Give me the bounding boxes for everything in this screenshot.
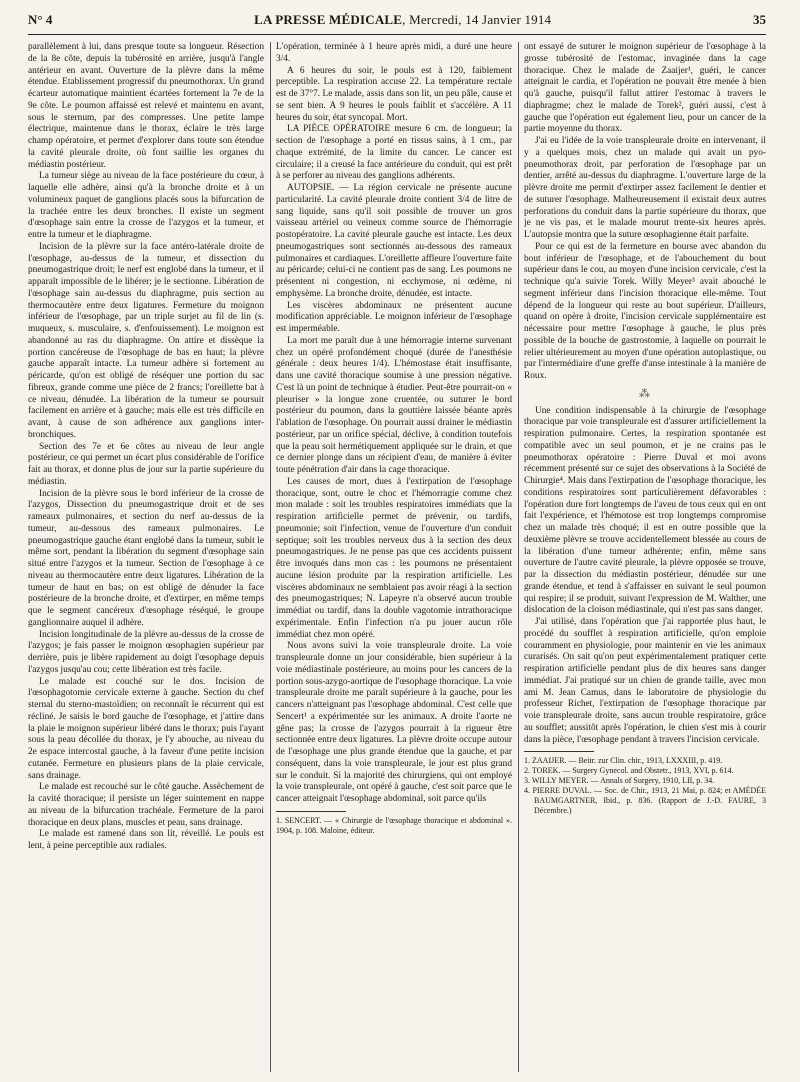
footnote: 1. SENCERT. — « Chirurgie de l'œsophage thoracique et abdominal ». 1904, p. 108. Maloine, éditeur. (276, 815, 512, 835)
column-middle (276, 42, 512, 1072)
page-header (28, 12, 766, 32)
paragraph: A 6 heures du soir, le pouls est à 120, faiblement perceptible. La respiration accuse 22. La température rectale est de 37°7. Le malade, assis dans son lit, un peu pâle, cause et se sent bien. A 9 heures le pouls faiblit et s'accélère. A 11 heures du soir, état syncopal. Mort. (276, 65, 512, 123)
issue-number: N° 4 (28, 12, 53, 27)
paragraph: L'opération, terminée à 1 heure après midi, a duré une heure 3/4. (276, 42, 512, 64)
paragraph: LA PIÈCE OPÉRATOIRE mesure 6 cm. de longueur; la section de l'œsophage a porté en tissus sains, à 1 cm., par chaque extrémité, de la limite du cancer. Le cancer est circulaire; il a creusé la face antérieure du conduit, qui est prêt à se perforer au niveau des ganglions adhérents. (276, 124, 512, 182)
column-right (524, 42, 766, 1072)
issue-date: , Mercredi, 14 Janvier 1914 (402, 12, 552, 27)
paragraph: parallèlement à lui, dans presque toute sa longueur. Résection de la 8e côte, depuis la tubérosité en arrière, jusqu'à l'angle antérieur en avant. Ouverture de la plèvre dans la même étendue. Etablissement progressif du pneumothorax. Un grand écarteur automatique maintient écartées fortement la 7e de la 9e côte. Le poumon affaissé est relevé et maintenu en avant, sous le sternum, par des compresses. Une petite lampe électrique, maintenue dans le thorax, éclaire le très large champ opératoire, et permet d'explorer dans toute son étendue la cavité pleurale droite, où font saillie les organes du médiastin postérieur. (28, 42, 264, 170)
journal-title: LA PRESSE MÉDICALE (254, 12, 403, 27)
footnote: 2. TOREK. — Surgery Gynecol. and Obstetr., 1913, XVI, p. 614. (524, 766, 734, 776)
paragraph: J'ai eu l'idée de la voie transpleurale droite en intervenant, il y a quelques mois, chez un malade qui avait un pyo-pneumothorax droit, par perforation de l'œsophage par un dentier, arrêté au-dessus du diaphragme. L'ouverture large de la plèvre droite me permit d'extirper assez facilement le dentier et de suturer l'œsophage. Malheureusement il existait deux autres perforations du conduit dans la partie supérieure du thorax, que je ne vis pas, et le malade mourut trente-six heures après. L'autopsie montra que la suture œsophagienne était parfaite. (524, 136, 766, 240)
footnote: 1. ZAAIJER. — Beitr. zur Clin. chir., 1913, LXXXIII, p. 419. (524, 756, 723, 766)
footnote: 4. PIERRE DUVAL. — Soc. de Chir., 1913, 21 Mai, p. 824; et AMÉDÉE BAUMGARTNER, Ibid., p. 836. (Rapport de J.-D. FAURE, 3 Décembre.) (524, 786, 766, 816)
paragraph: Les viscères abdominaux ne présentent aucune modification appréciable. Le moignon inférieur de l'œsophage est imperméable. (276, 300, 512, 334)
masthead (254, 12, 551, 28)
column-divider (270, 42, 271, 1072)
paragraph: Incision longitudinale de la plèvre au-dessus de la crosse de l'azygos; je fais passer le moignon œsophagien supérieur par derrière, puis je libère rapidement au doigt l'œsophage depuis l'azygos jusqu'au cou; cette libération est très facile. (28, 629, 264, 675)
paragraph: Le malade est recouché sur le côté gauche. Assèchement de la cavité thoracique; il persiste un léger suintement en nappe au niveau de la bifurcation trachéale. Fermeture de la paroi thoracique en deux plans, muscles et peau, sans drainage. (28, 782, 264, 828)
footnote-rule (524, 751, 594, 752)
paragraph: Les causes de mort, dues à l'extirpation de l'œsophage thoracique, sont, outre le choc et l'hémorragie comme chez mon malade : soit les troubles respiratoires immédiats que la respiration artificielle permet de prévenir, ou tardifs, pneumonie; soit l'infection, venue de l'ouverture d'un conduit septique; soit les troubles nerveux dus à la section des deux pneumogastriques. Je ne pense pas que ces accidents puissent être invoqués dans mon cas : les poumons ne présentaient aucune lésion produite par la respiration artificielle. Les viscères abdominaux ne semblaient pas avoir réagi à la section des pneumogastriques; N. Lapeyre n'a observé aucun trouble immédiat ou tardif, dans la double vagotomie intrathoracique expérimentale. Enfin l'infection n'a pu jouer aucun rôle immédiat chez mon opéré. (276, 476, 512, 640)
column-left (28, 42, 264, 1072)
paragraph: AUTOPSIE. — La région cervicale ne présente aucune particularité. La cavité pleurale droite contient 3/4 de litre de sang liquide, sans qu'il soit possible de trouver un gros vaisseau artériel ou veineux comme source de l'hémorragie postopératoire. La cavité pleurale gauche est intacte. Les deux pneumogastriques sont sectionnés au-dessous des rameaux pulmonaires et cardiaques. L'oreillette affleure l'ouverture faite au péricarde; celui-ci ne contient pas de sang. Les poumons ne présentent ni congestion, ni ecchymose, ni œdème, ni emphysème. La bronche droite, dénudée, est intacte. (276, 183, 512, 299)
section-divider-asterism: ⁂ (639, 387, 651, 400)
column-divider (518, 42, 519, 1072)
paragraph: Incision de la plèvre sous le bord inférieur de la crosse de l'azygos, Dissection du pneumogastrique droit et de ses rameaux pulmonaires, et section du nerf au-dessus de la tumeur, au-dessous des rameaux pulmonaires. Le pneumogastrique gauche étant englobé dans la tumeur, subit le même sort, pendant la libération du segment d'œsophage sain situé entre l'azygos et la tumeur. Section de l'œsophage à ce niveau au thermocautère entre deux ligatures. Libération de la tumeur de haut en bas; on est obligé de dénuder la face postérieure de la bronche droite, et d'extirper, en même temps que le segment cancéreux d'œsophage réséqué, le groupe ganglionnaire auquel il adhère. (28, 488, 264, 628)
paragraph: Une condition indispensable à la chirurgie de l'œsophage thoracique par voie transpleurale est d'assurer artificiellement la respiration pulmonaire. Certes, la respiration spontanée est compatible avec un seul poumon, et je ne crains pas le pneumothorax opératoire : Pierre Duval et moi avons récemment présenté sur ce sujet des observations à la Société de Chirurgie⁴. Mais dans l'extirpation de l'œsophage thoracique, les conditions respiratoires sont particulièrement défavorables : l'opération dure fort longtemps de l'aveu de tous ceux qui en ont fait l'expérience, et l'hémotose est trop longtemps compromise chez un malade très choqué; il est en outre possible que la deuxième plèvre se trouve accidentellement blessée au cours de la libération d'une tumeur adhérente; enfin, même sans ouverture de l'autre cavité pleurale, la plèvre opposée se trouve, par la dissection du médiastin postérieur, dénudée sur une grande étendue, et tend à s'affaisser en suivant le seul poumon qui respire; il se produit, suivant l'expression de M. Walther, une dislocation de la cloison médiastinale, qui n'est pas sans danger. (524, 405, 766, 616)
paragraph: Nous avons suivi la voie transpleurale droite. La voie transpleurale donne un jour considérable, bien supérieur à la voie médiastinale postérieure, au moins pour les cancers de la portion sous-azygo-aortique de l'œsophage thoracique. La voie transpleurale droite me paraît supérieure à la gauche, pour les cancers n'atteignant pas l'œsophage abdominal. C'est celle que Sencert¹ a expérimentée sur les animaux. A droite l'aorte ne gêne pas; la crosse de l'azygos pourrait à la rigueur être sectionnée entre deux ligatures. La plèvre droite occupe autour de l'œsophage une plus grande étendue que la gauche, et par conséquent, dans la voie transpleurale, le jour est plus grand sur le conduit. Si la majorité des chirurgiens, qui ont employé la voie transpleurale, ont opéré à gauche, c'est soit parce que le cancer atteignait l'œsophage abdominal, soit parce qu'ils (276, 641, 512, 804)
paragraph: Section des 7e et 6e côtes au niveau de leur angle postérieur, ce qui permet un écart plus considérable de l'orifice fait au thorax, et donne plus de jour sur la partie supérieure du médiastin. (28, 441, 264, 487)
paragraph: La mort me paraît due à une hémorragie interne survenant chez un opéré profondément choqué (durée de l'anesthésie générale : deux heures 1/4). L'hémostase était insuffisante, dans une cavité thoracique soumise à une pression négative. C'est là un point de technique à étudier. Peut-être pourrait-on « pleuriser » la longue zone cruentée, ou suturer le bord postérieur du poumon, dans la gouttière laissée béante après l'ablation de l'œsophage. On pourrait aussi drainer le médiastin postérieur, par un orifice spécial, déclive, à condition toutefois que la peau soit hermétiquement appliquée sur le drain, et que ce dernier plonge dans un récipient d'eau, de manière à éviter toute pénétration d'air dans la cage thoracique. (276, 335, 512, 475)
paragraph: Incision de la plèvre sur la face antéro-latérale droite de l'œsophage, au-dessus de la tumeur, et dissection du pneumogastrique droit; le nerf est englobé dans la tumeur, et il apparaît impossible de le libérer; je le sectionne. Libération de l'œsophage sain au-dessus du diaphragme, puis section au thermocautère entre deux ligatures. Fermeture du moignon inférieur de l'œsophage, par un triple surjet au fil de lin (s. muqueux, s. musculaire, s. d'enfouissement). Le moignon est abandonné au ras du diaphragme. On attire et dissèque la portion cancéreuse de l'œsophage de bas en haut; la plèvre gauche apparaît intacte. La tumeur adhère si fortement au péricarde, qu'on est obligé de réséquer une portion du sac fibreux, grande comme une pièce de 2 francs; l'oreillette bat à ce niveau, dénudée. La libération de la tumeur se poursuit facilement en arrière et à gauche; mais elle est très difficile en avant, à cause de son adhérence aux ganglions inter-bronchiques. (28, 241, 264, 440)
paragraph: ont essayé de suturer le moignon supérieur de l'œsophage à la grosse tubérosité de l'estomac, invaginée dans la cage thoracique. Chez le malade de Zaaijer¹, guéri, le cancer atteignait le cardia, et l'opération ne pouvait être menée à bien qu'à gauche, puisqu'il fallut attirer l'estomac à travers le diaphragme; chez le malade de Torek², guéri aussi, c'est à gauche que l'opération eut également lieu, pour un cancer de la partie moyenne du thorax. (524, 42, 766, 135)
paragraph: Le malade est couché sur le dos. Incision de l'œsophagotomie cervicale externe à gauche. Section du chef sternal du sterno-mastoïdien; on reconnaît le récurrent qui est récliné. Je saisis le bord gauche de l'œsophage, et j'attire dans la plaie le moignon supérieur libéré dans le thorax; puis l'ayant sous la peau décollée du thorax, je l'y abouche, au niveau du 2e espace intercostal gauche, à la faveur d'une petite incision cutanée. Fermeture en plusieurs plans de la plaie cervicale, sans drainage. (28, 676, 264, 781)
paragraph: Pour ce qui est de la fermeture en bourse avec abandon du bout inférieur de l'œsophage, et de l'abouchement du bout supérieur dans le cou, au moyen d'une incision cervicale, c'est la technique qu'a suivie Torek. Willy Meyer³ avait abouché le segment inférieur dans l'incision thoracique elle-même. Tout dépend de la longueur qui reste au bout supérieur. D'ailleurs, quand on opère à droite, l'incision cervicale supplémentaire est nécessaire pour mettre l'œsophage à gauche, le plus près possible de la bouche de gastrostomie, à laquelle on pourrait le relier ultérieurement au moyen d'une opération autoplastique, ou par l'intermédiaire d'une greffe d'anse intestinale à la manière de Roux. (524, 241, 766, 381)
paragraph: Le malade est ramené dans son lit, réveillé. Le pouls est lent, à peine perceptible aux radiales. (28, 829, 264, 851)
header-rule (28, 34, 766, 35)
paragraph: J'ai utilisé, dans l'opération que j'ai rapportée plus haut, le procédé du soufflet à respiration artificielle, qu'on emploie couramment en physiologie, pour maintenir en vie les animaux curarisés. On sait qu'on peut expérimentalement pratiquer cette respiration artificielle pendant plus de dix heures sans danger immédiat. J'ai pratiqué sur un chien de grande taille, avec mon ami M. Jean Camus, dans le laboratoire de physiologie du professeur Richet, l'extirpation de l'œsophage thoracique par voie transpleurale droite, sans aucun trouble respiratoire, grâce au soufflet; aussitôt après l'opération, le chien s'est mis à courir dans la pièce, l'œsophage pendant à travers l'incision cervicale. (524, 617, 766, 745)
page-number: 35 (753, 12, 766, 27)
paragraph: La tumeur siège au niveau de la face postérieure du cœur, à laquelle elle adhère, ainsi qu'à la bronche droite et à un volumineux paquet de ganglions placés sous la bifurcation de la trachée entre les deux bronches. Il existe un segment d'œsophage sain entre la crosse de l'azygos et la tumeur, et entre la tumeur et le diaphragme. (28, 171, 264, 240)
footnote: 3. WILLY MEYER. — Annals of Surgery, 1910, LII, p. 34. (524, 776, 715, 786)
footnote-rule (276, 811, 346, 812)
